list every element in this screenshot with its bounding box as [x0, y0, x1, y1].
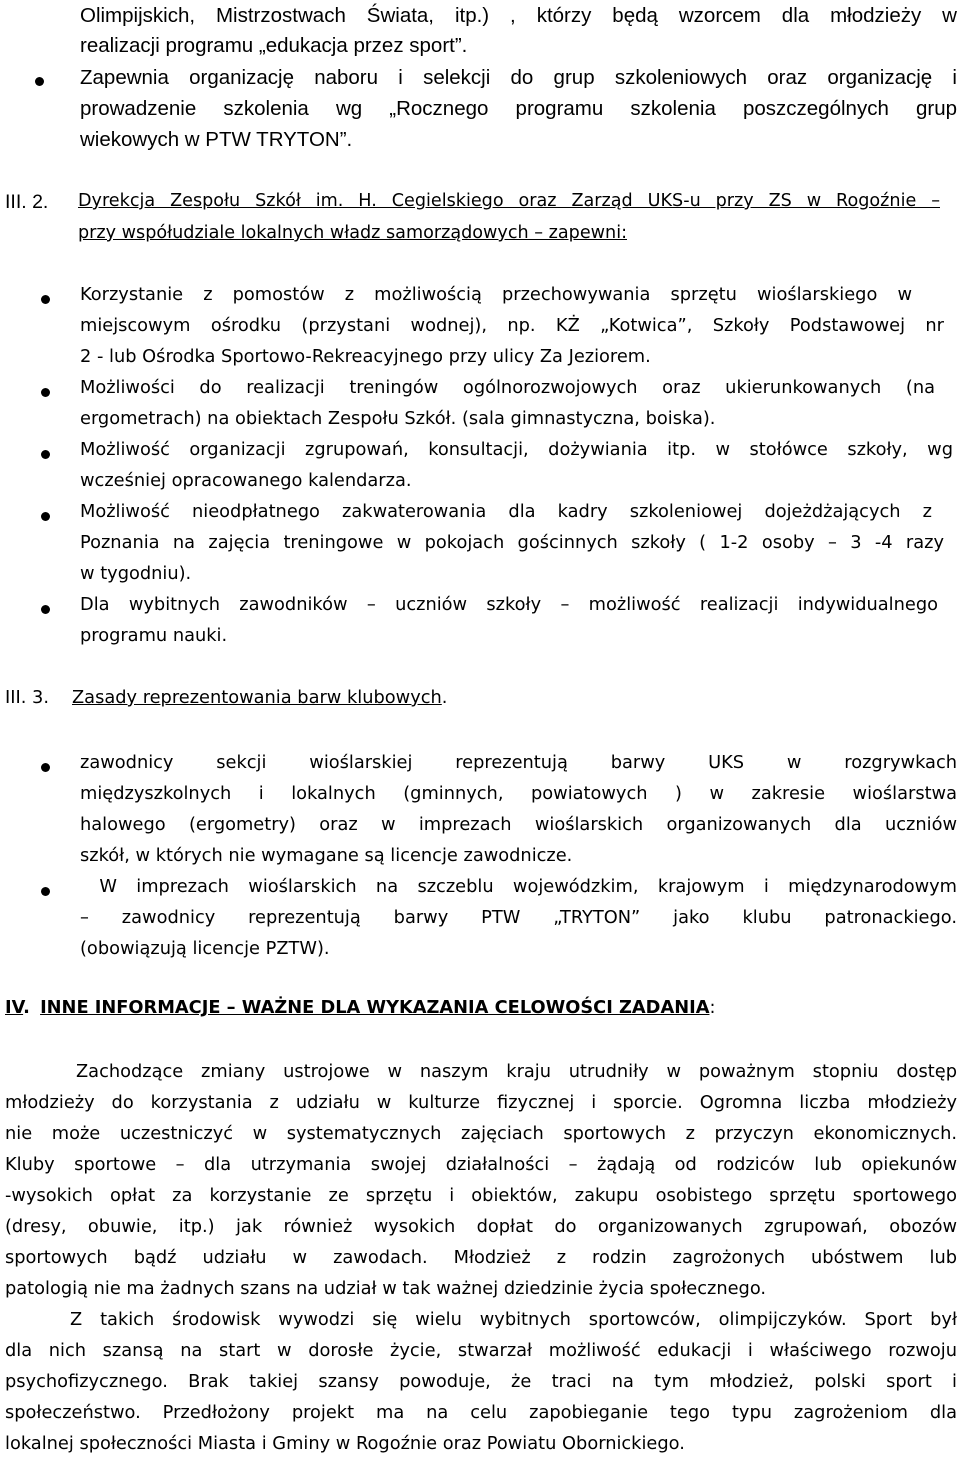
paragraph-line: patologią nie ma żadnych szans na udział w tak ważnej dziedzinie życia społecznego.	[5, 1278, 767, 1299]
paragraph-line: lokalnej społeczności Miasta i Gminy w Rogoźnie oraz Powiatu Obornickiego.	[5, 1433, 685, 1454]
bullet-icon	[41, 887, 50, 896]
list-item-line: wcześniej opracowanego kalendarza.	[80, 470, 412, 491]
paragraph-line: (dresy, obuwie, itp.) jak również wysokich dopłat do organizowanych zgrupowań, obozów	[5, 1216, 957, 1237]
list-item-line: halowego (ergometry) oraz w imprezach wioślarskich organizowanych dla uczniów	[80, 814, 957, 835]
bullet-icon	[41, 763, 50, 772]
paragraph-line: sportowych bądź udziału w zawodach. Młodzież z rodzin zagrożonych ubóstwem lub	[5, 1247, 957, 1268]
bullet-icon	[41, 605, 50, 614]
list-item-line: w tygodniu).	[80, 563, 192, 584]
paragraph-line: psychofizycznego. Brak takiej szansy powoduje, że traci na tym młodzież, polski sport i	[5, 1371, 957, 1392]
paragraph-line: młodzieży do korzystania z udziału w kulturze fizycznej i sporcie. Ogromna liczba młodzieży	[5, 1092, 957, 1113]
section-heading-colon: :	[709, 997, 716, 1018]
paragraph-line: dla nich szansą na start w dorosłe życie, stwarzał możliwość edukacji i właściwego rozwoju	[5, 1340, 957, 1361]
list-item-line: Możliwość organizacji zgrupowań, konsultacji, dożywiania itp. w stołówce szkoły, wg	[80, 439, 953, 460]
section-heading-text: Zasady reprezentowania barw klubowych	[72, 687, 442, 708]
list-item-line: (obowiązują licencje PZTW).	[80, 938, 330, 959]
section-heading-line-2: przy współudziale lokalnych władz samorządowych – zapewni:	[78, 223, 628, 243]
list-item-line: Możliwości do realizacji treningów ogólnorozwojowych oraz ukierunkowanych (na	[80, 377, 935, 398]
bullet-icon	[41, 295, 50, 304]
paragraph-line: Zachodzące zmiany ustrojowe w naszym kraju utrudniły w poważnym stopniu dostęp	[76, 1061, 957, 1082]
list-item-line: Korzystanie z pomostów z możliwością przechowywania sprzętu wioślarskiego w	[80, 284, 912, 305]
paragraph-line: Z takich środowisk wywodzi się wielu wybitnych sportowców, olimpijczyków. Sport był	[70, 1309, 957, 1330]
bullet-icon	[41, 512, 50, 521]
paragraph-line: nie może uczestniczyć w systematycznych zajęciach sportowych z przyczyn ekonomicznych.	[5, 1123, 957, 1144]
list-item-line: Dla wybitnych zawodników – uczniów szkoły – możliwość realizacji indywidualnego	[80, 594, 938, 615]
paragraph-line: społeczeństwo. Przedłożony projekt ma na celu zapobieganie tego typu zagrożeniom dla	[5, 1402, 957, 1423]
list-item-line: – zawodnicy reprezentują barwy PTW „TRYTON” jako klubu patronackiego.	[80, 907, 957, 928]
list-item-line: Poznania na zajęcia treningowe w pokojach gościnnych szkoły ( 1-2 osoby – 3 -4 razy	[80, 532, 944, 553]
paragraph-line: -wysokich opłat za korzystanie ze sprzętu i obiektów, zakupu osobistego sprzętu sportowego	[5, 1185, 957, 1206]
list-item-line: Możliwość nieodpłatnego zakwaterowania dla kadry szkoleniowej dojeżdżających z	[80, 501, 932, 522]
list-item-line: 2 - lub Ośrodka Sportowo-Rekreacyjnego przy ulicy Za Jeziorem.	[80, 346, 651, 367]
list-item-line: międzyszkolnych i lokalnych (gminnych, powiatowych ) w zakresie wioślarstwa	[80, 783, 957, 804]
list-item-line: W imprezach wioślarskich na szczeblu wojewódzkim, krajowym i międzynarodowym	[80, 876, 957, 897]
continuation-line-2: realizacji programu „edukacja przez sport”.	[80, 34, 468, 57]
bullet-line: prowadzenie szkolenia wg „Rocznego programu szkolenia poszczególnych grup	[80, 97, 957, 120]
section-number: III. 3.	[5, 687, 50, 708]
bullet-icon	[41, 450, 50, 459]
paragraph-line: Kluby sportowe – dla utrzymania swojej działalności – żądają od rodziców lub opiekunów	[5, 1154, 957, 1175]
section-number-dot: .	[23, 997, 30, 1018]
section-heading	[72, 687, 447, 708]
section-heading	[5, 997, 715, 1018]
section-heading-tail: .	[441, 687, 448, 708]
list-item-line: miejscowym ośrodku (przystani wodnej), np. KŻ „Kotwica”, Szkoły Podstawowej nr	[80, 315, 944, 336]
continuation-line-1: Olimpijskich, Mistrzostwach Świata, itp.) , którzy będą wzorcem dla młodzieży w	[80, 4, 957, 27]
list-item-line: zawodnicy sekcji wioślarskiej reprezentują barwy UKS w rozgrywkach	[80, 752, 957, 773]
bullet-icon	[35, 77, 44, 86]
bullet-icon	[41, 388, 50, 397]
list-item-line: programu nauki.	[80, 625, 228, 646]
section-heading-text: INNE INFORMACJE – WAŻNE DLA WYKAZANIA CELOWOŚCI ZADANIA	[40, 997, 710, 1018]
section-number: IV	[5, 997, 24, 1018]
bullet-line: Zapewnia organizację naboru i selekcji do grup szkoleniowych oraz organizację i	[80, 66, 957, 89]
list-item-line: ergometrach) na obiektach Zespołu Szkół. (sala gimnastyczna, boiska).	[80, 408, 716, 429]
bullet-line: wiekowych w PTW TRYTON”.	[80, 128, 353, 151]
section-number: III. 2.	[5, 191, 49, 213]
section-heading-line-1: Dyrekcja Zespołu Szkół im. H. Cegielskiego oraz Zarząd UKS-u przy ZS w Rogoźnie –	[78, 191, 940, 211]
list-item-line: szkół, w których nie wymagane są licencje zawodnicze.	[80, 845, 573, 866]
